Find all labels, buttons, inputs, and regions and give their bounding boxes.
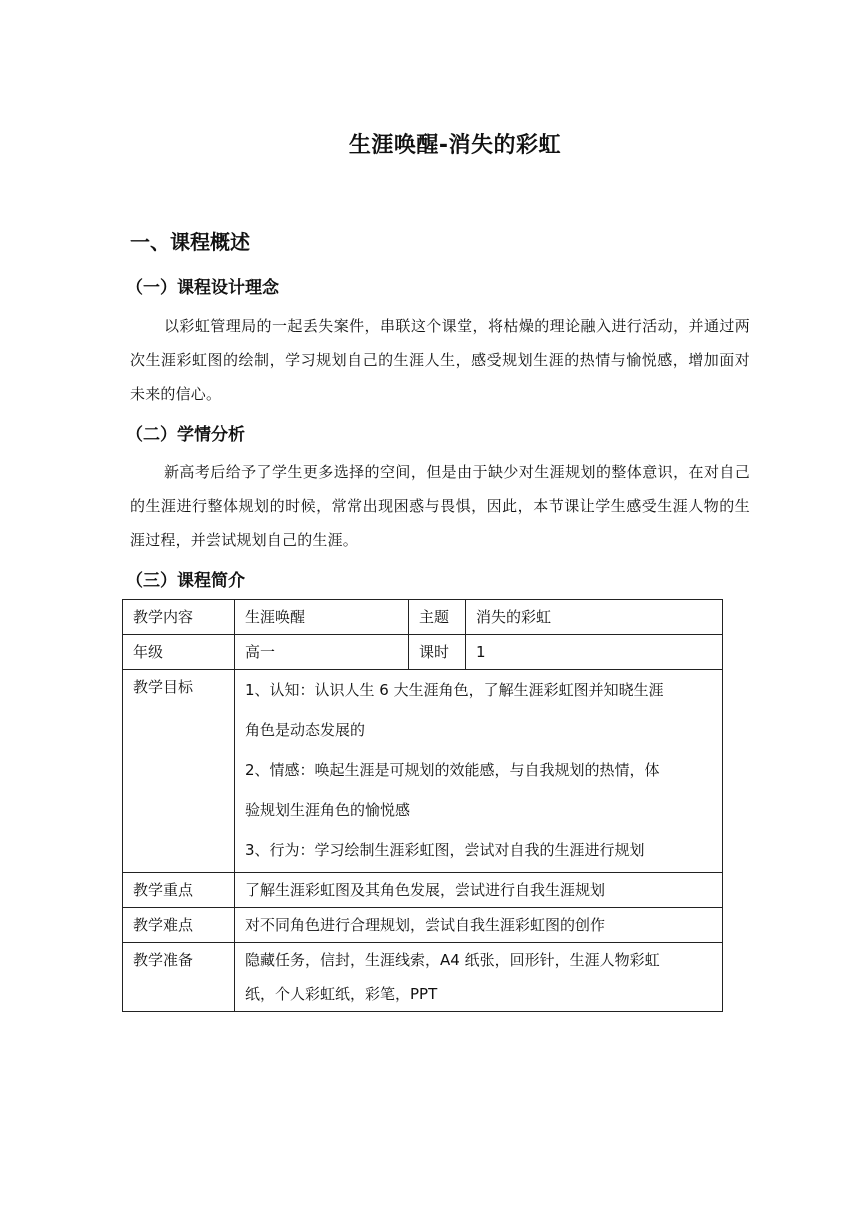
cell-value-theme: 消失的彩虹 [466,600,723,635]
document-title: 生涯唤醒-消失的彩虹 [348,133,562,158]
course-intro-table [122,599,723,1012]
goal-line: 验规划生涯角色的愉悦感 [245,801,411,819]
table-row [123,908,723,943]
goal-line: 1、认知：认识人生 6 大生涯角色，了解生涯彩虹图并知晓生涯 [245,681,664,699]
goal-line: 角色是动态发展的 [245,721,366,739]
table-row [123,635,723,670]
cell-value-key-points: 了解生涯彩虹图及其角色发展，尝试进行自我生涯规划 [235,873,723,908]
section-heading-overview: 一、课程概述 [130,230,250,254]
table-row [123,943,723,1012]
table-row [123,873,723,908]
goal-line: 3、行为：学习绘制生涯彩虹图，尝试对自我的生涯进行规划 [245,841,645,859]
cell-label-content: 教学内容 [123,600,235,635]
table-row [123,670,723,873]
cell-label-preparation: 教学准备 [123,943,235,1012]
goal-line: 2、情感：唤起生涯是可规划的效能感，与自我规划的热情，体 [245,761,660,779]
subsection-heading-design: （一）课程设计理念 [126,278,279,298]
subsection-heading-intro: （三）课程简介 [126,571,245,591]
cell-label-theme: 主题 [409,600,466,635]
cell-value-grade: 高一 [235,635,409,670]
cell-label-key-points: 教学重点 [123,873,235,908]
subsection-heading-analysis: （二）学情分析 [126,425,245,445]
cell-value-difficulties: 对不同角色进行合理规划，尝试自我生涯彩虹图的创作 [235,908,723,943]
cell-label-difficulties: 教学难点 [123,908,235,943]
cell-value-content: 生涯唤醒 [235,600,409,635]
cell-label-goals: 教学目标 [123,670,235,873]
paragraph-design: 以彩虹管理局的一起丢失案件，串联这个课堂，将枯燥的理论融入进行活动，并通过两次生涯彩虹图的绘制，学习规划自己的生涯人生，感受规划生涯的热情与愉悦感，增加面对未来的信心。 [130,317,750,403]
cell-value-goals [235,670,723,873]
paragraph-analysis: 新高考后给予了学生更多选择的空间，但是由于缺少对生涯规划的整体意识，在对自己的生涯进行整体规划的时候，常常出现困惑与畏惧，因此，本节课让学生感受生涯人物的生涯过程，并尝试规划自己的生涯。 [130,463,750,549]
preparation-line: 纸，个人彩虹纸，彩笔，PPT [245,985,438,1003]
cell-value-periods: 1 [466,635,723,670]
cell-label-periods: 课时 [409,635,466,670]
cell-label-grade: 年级 [123,635,235,670]
cell-value-preparation [235,943,723,1012]
table-row [123,600,723,635]
preparation-line: 隐藏任务，信封，生涯线索，A4 纸张，回形针，生涯人物彩虹 [245,951,660,969]
